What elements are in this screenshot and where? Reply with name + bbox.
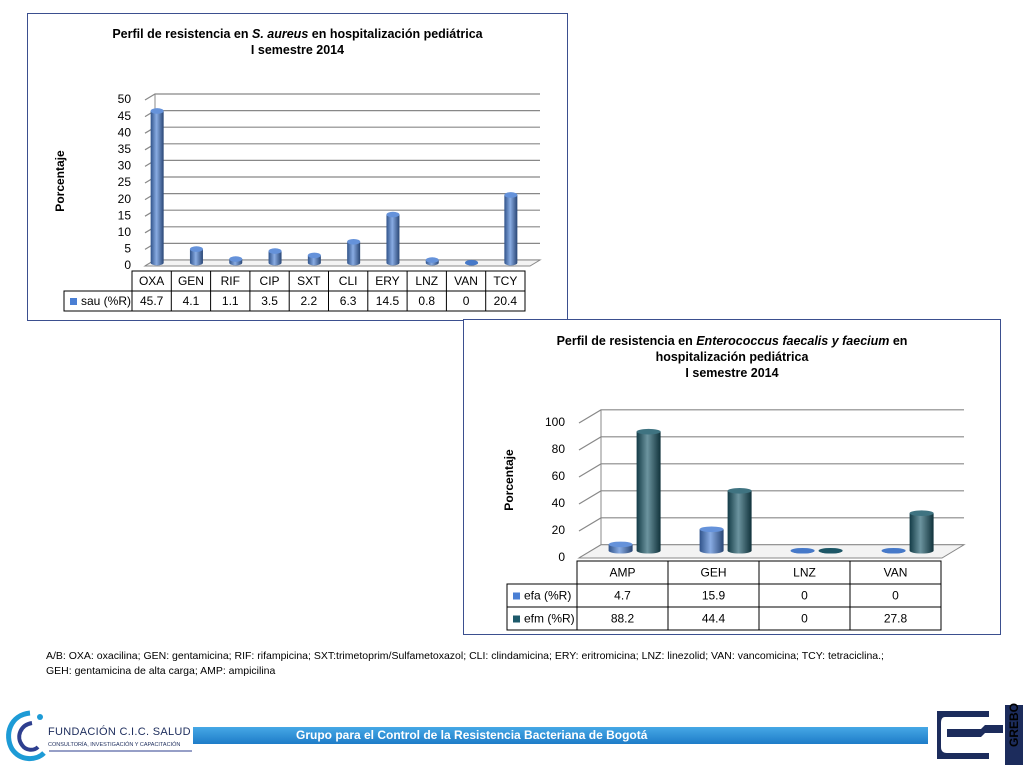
data-label: 0 xyxy=(801,588,808,603)
bar-top xyxy=(426,257,439,263)
org-subtitle: CONSULTORÍA, INVESTIGACIÓN Y CAPACITACIÓN xyxy=(48,742,181,748)
bar-top xyxy=(308,253,321,259)
bar xyxy=(910,510,934,553)
bar xyxy=(609,542,633,554)
gridline xyxy=(145,194,540,200)
data-label: 6.3 xyxy=(339,294,357,309)
org-name: FUNDACIÓN C.I.C. SALUD xyxy=(48,726,191,738)
bar xyxy=(151,108,164,265)
title-part: en hospitalización pediátrica xyxy=(308,27,483,41)
bar-top xyxy=(791,548,815,554)
data-label: 4.1 xyxy=(182,294,200,309)
chart-svg xyxy=(464,320,1000,634)
gridline xyxy=(145,177,540,183)
y-axis-label: Porcentaje xyxy=(502,449,516,511)
y-axis-label: Porcentaje xyxy=(53,150,67,212)
bar-top xyxy=(151,108,164,114)
gridline xyxy=(145,210,540,216)
bar-top xyxy=(700,526,724,532)
category-label: VAN xyxy=(883,565,908,580)
bar-top xyxy=(347,239,360,245)
data-label: 20.4 xyxy=(493,294,518,309)
gridline xyxy=(145,160,540,166)
chart-panel-enterococcus xyxy=(463,319,1001,635)
bar-body xyxy=(504,195,517,266)
data-label: 3.5 xyxy=(261,294,278,309)
side-wall xyxy=(579,410,601,558)
title-italic: S. aureus xyxy=(252,27,309,41)
legend-label: efm (%R) xyxy=(524,611,575,626)
category-label: SXT xyxy=(297,274,321,289)
y-tick-label: 100 xyxy=(544,415,565,430)
y-tick-label: 20 xyxy=(551,523,565,538)
grebo-logo-text xyxy=(1007,702,1023,748)
gridline xyxy=(145,243,540,249)
footnote-line-1: A/B: OXA: oxacilina; GEN: gentamicina; RIF: rifampicina; SXT:trimetoprim/Sulfametoxazol; CLI: clindamicina; ERY: eritromicina; LNZ: linezolid; VAN: vancomicina; TCY: tetraciclina.; xyxy=(46,650,884,662)
bar xyxy=(819,548,843,554)
y-tick-label: 80 xyxy=(551,442,565,457)
y-tick-label: 25 xyxy=(117,175,131,190)
data-label: 0 xyxy=(892,588,899,603)
y-tick-label: 20 xyxy=(117,191,131,206)
y-tick-label: 0 xyxy=(124,258,131,273)
y-tick-label: 50 xyxy=(117,92,131,107)
gridline xyxy=(579,410,964,423)
bar xyxy=(426,257,439,265)
bar-body xyxy=(347,242,360,266)
bar xyxy=(504,192,517,265)
data-label: 0 xyxy=(801,611,808,626)
bar-top xyxy=(465,260,478,266)
category-label: ERY xyxy=(375,274,400,289)
data-label: 88.2 xyxy=(610,611,635,626)
y-tick-label: 10 xyxy=(117,224,131,239)
data-label: 27.8 xyxy=(883,611,908,626)
y-tick-label: 0 xyxy=(558,550,565,565)
bar-top xyxy=(910,510,934,516)
gridline xyxy=(145,127,540,133)
legend-swatch xyxy=(513,616,520,623)
bar-body xyxy=(386,215,399,266)
bar-top xyxy=(637,429,661,435)
title-part: Perfil de resistencia en xyxy=(112,27,252,41)
footnote xyxy=(46,649,986,679)
category-label: TCY xyxy=(493,274,518,289)
floor xyxy=(145,260,540,266)
bar-top xyxy=(504,192,517,198)
data-label: 45.7 xyxy=(139,294,164,309)
bar xyxy=(229,256,242,265)
bar xyxy=(386,212,399,266)
y-tick-label: 45 xyxy=(117,108,131,123)
bar xyxy=(728,488,752,554)
y-tick-label: 15 xyxy=(117,208,131,223)
category-label: VAN xyxy=(454,274,478,289)
gridline xyxy=(145,111,540,117)
table-body xyxy=(64,291,525,311)
data-label: 14.5 xyxy=(375,294,400,309)
y-tick-label: 40 xyxy=(117,125,131,140)
bar-top xyxy=(386,212,399,218)
title-part: Perfil de resistencia en xyxy=(556,334,697,348)
y-tick-label: 5 xyxy=(124,241,131,256)
chart-subtitle: I semestre 2014 xyxy=(250,43,345,57)
bar xyxy=(882,548,906,554)
data-label: 0.8 xyxy=(418,294,436,309)
footnote-line-2: GEH: gentamicina de alta carga; AMP: ampicilina xyxy=(46,665,276,677)
title-part: en xyxy=(889,334,908,348)
bar-top xyxy=(882,548,906,554)
legend-swatch xyxy=(70,298,77,305)
bar-top xyxy=(190,246,203,252)
data-label: 1.1 xyxy=(221,294,239,309)
bar-top xyxy=(609,542,633,548)
bar-body xyxy=(910,513,934,553)
bar-top xyxy=(229,256,242,262)
bar-body xyxy=(728,491,752,554)
category-label: AMP xyxy=(609,565,636,580)
legend-label: efa (%R) xyxy=(524,588,572,603)
category-label: LNZ xyxy=(793,565,816,580)
legend-swatch xyxy=(513,593,520,600)
y-tick-label: 35 xyxy=(117,141,131,156)
gridline xyxy=(145,144,540,150)
bar-body xyxy=(637,432,661,554)
category-label: LNZ xyxy=(415,274,439,289)
category-label: CLI xyxy=(338,274,358,289)
chart-title-line2: hospitalización pediátrica xyxy=(655,350,809,364)
bar xyxy=(700,526,724,553)
chart-svg xyxy=(28,14,567,320)
grebo-text: GREBO xyxy=(1007,702,1022,748)
chart-panel-s-aureus xyxy=(27,13,568,321)
gridline xyxy=(145,94,540,100)
bar xyxy=(637,429,661,554)
data-label: 2.2 xyxy=(300,294,318,309)
bar-top xyxy=(819,548,843,554)
bar xyxy=(465,260,478,266)
category-label: GEN xyxy=(177,274,204,289)
gridline xyxy=(145,227,540,233)
bar-body xyxy=(700,529,724,553)
bar xyxy=(347,239,360,266)
data-label: 4.7 xyxy=(614,588,631,603)
bar xyxy=(190,246,203,265)
category-label: RIF xyxy=(220,274,240,289)
data-label: 0 xyxy=(462,294,470,309)
y-tick-label: 40 xyxy=(551,496,565,511)
footer-bar-text: Grupo para el Control de la Resistencia Bacteriana de Bogotá xyxy=(296,728,648,742)
y-tick-label: 30 xyxy=(117,158,131,173)
bar-top xyxy=(269,248,282,254)
bar xyxy=(269,248,282,265)
category-label: CIP xyxy=(259,274,280,289)
data-label: 15.9 xyxy=(701,588,726,603)
chart-subtitle: I semestre 2014 xyxy=(685,366,779,380)
bar-body xyxy=(151,111,164,266)
legend-label: sau (%R) xyxy=(81,294,132,309)
bar xyxy=(791,548,815,554)
bar xyxy=(308,253,321,266)
data-label: 44.4 xyxy=(701,611,726,626)
category-label: OXA xyxy=(138,274,165,289)
bar-top xyxy=(728,488,752,494)
y-tick-label: 60 xyxy=(551,469,565,484)
category-label: GEH xyxy=(700,565,727,580)
title-italic: Enterococcus faecalis y faecium xyxy=(696,334,890,348)
